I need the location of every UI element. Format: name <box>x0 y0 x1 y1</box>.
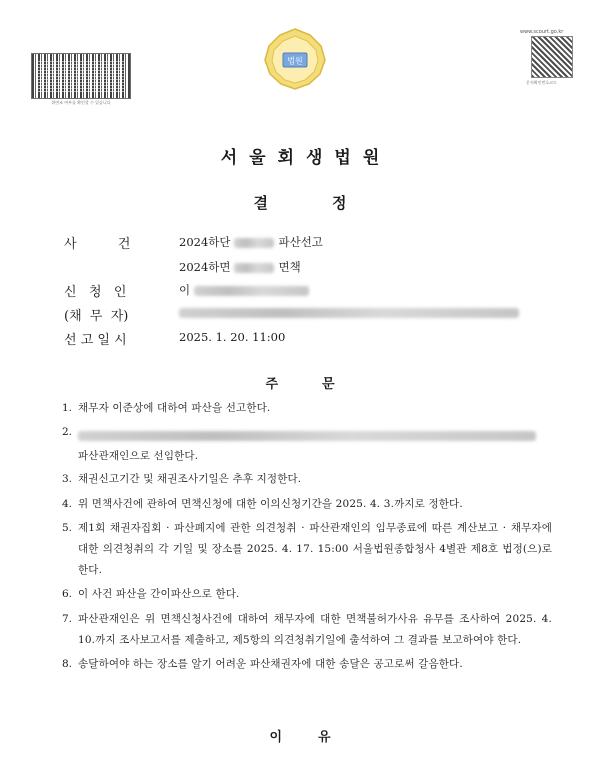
decision-date: 2025. 1. 20. 11:00 <box>179 330 286 344</box>
order-list <box>62 398 552 675</box>
redacted-case-number-1 <box>234 238 274 248</box>
case-number-bankruptcy <box>179 234 323 250</box>
order-item-2: 2. 파산관재인으로 선임한다. <box>62 422 552 467</box>
verification-barcode <box>31 53 131 99</box>
order-heading: 주문 <box>265 377 379 392</box>
order-item-3: 3. 채권신고기간 및 채권조사기일은 추후 지정한다. <box>62 473 302 486</box>
redacted-trustee-info <box>78 431 536 441</box>
redacted-applicant-info <box>194 286 309 296</box>
order-item-7: 7. 파산관재인은 위 면책신청사건에 대하여 채무자에 대한 면책불허가사유 유무를 조사하여 2025. 4. 10.까지 조사보고서를 제출하고, 제5항의 의견청취기일에 출석하여 그 결과를 보고하여야 한다. <box>62 612 552 646</box>
document-type-title: 결정 <box>253 194 411 212</box>
reason-heading: 이유 <box>269 730 367 745</box>
order-item-8: 8. 송달하여야 하는 장소를 알기 어려운 파산채권자에 대한 송달은 공고로써 갈음한다. <box>62 658 463 671</box>
case-number-1-prefix: 2024하단 <box>179 235 231 249</box>
applicant-name <box>179 282 309 298</box>
court-website-url: www.scourt.go.kr <box>520 29 564 35</box>
court-name-title: 서울회생법원 <box>220 148 392 168</box>
case-type-discharge: 면책 <box>278 260 301 274</box>
redacted-debtor-address <box>179 308 519 318</box>
order-item-5: 5. 제1회 채권자집회 · 파산폐지에 관한 의견청취 · 파산관재인의 임무종료에 따른 계산보고 · 채무자에 대한 의견청취의 각 기일 및 장소를 2025. 4. 17. 15:00 서울법원종합청사 4별관 제8호 법정(으)로 한다. <box>62 521 552 577</box>
order-item-6: 6. 이 사건 파산을 간이파산으로 한다. <box>62 588 240 601</box>
document-qr-code <box>531 36 573 78</box>
case-number-discharge <box>179 259 301 275</box>
date-label: 선 고 일 시 <box>64 333 127 348</box>
applicant-label: 신 청 인 <box>64 285 127 300</box>
emblem-label: 법원 <box>287 56 303 66</box>
order-item-1: 1. 채무자 이준상에 대하여 파산을 선고한다. <box>62 402 271 414</box>
case-label: 사 건 <box>64 237 131 252</box>
debtor-label: (채 무 자) <box>64 309 129 324</box>
verification-barcode-caption: 위변조 여부를 확인할 수 있습니다 <box>51 100 111 105</box>
document-qr-caption: 문서확인번호코드 <box>526 80 557 85</box>
redacted-case-number-2 <box>234 263 274 273</box>
debtor-address <box>179 305 519 319</box>
case-type-bankruptcy: 파산선고 <box>278 235 323 249</box>
court-emblem-icon <box>263 27 327 91</box>
applicant-name-prefix: 이 <box>179 283 191 297</box>
case-number-2-prefix: 2024하면 <box>179 260 231 274</box>
order-item-4: 4. 위 면책사건에 관하여 면책신청에 대한 이의신청기간을 2025. 4. 3.까지로 정한다. <box>62 497 463 510</box>
